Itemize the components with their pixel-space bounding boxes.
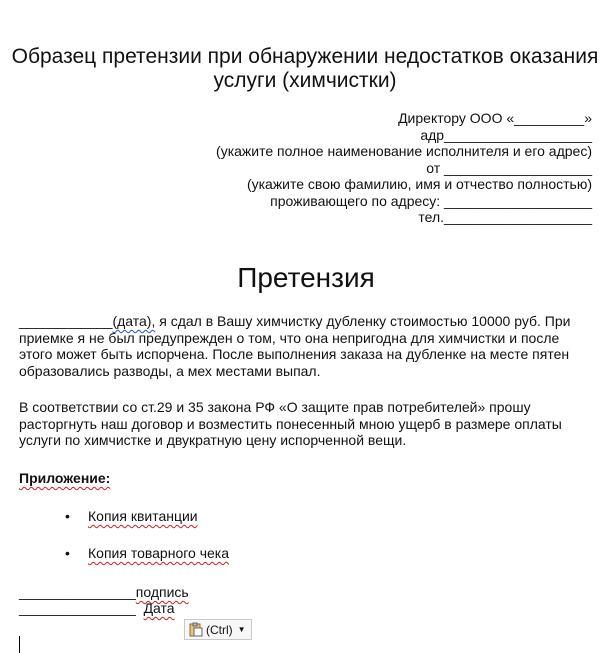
- signature-line: [19, 584, 189, 601]
- date-line-blank: _______________: [19, 600, 136, 616]
- header-line-phone: тел.___________________: [418, 209, 592, 225]
- header-line-from: от ___________________: [426, 159, 592, 176]
- date-label: Дата: [143, 600, 175, 616]
- addressee-block: [216, 110, 592, 226]
- header-line-residence: проживающего по адресу: ___________________: [270, 192, 592, 209]
- bullet-icon: •: [65, 508, 70, 524]
- bullet-icon: •: [65, 545, 70, 561]
- paragraph-1-text: я сдал в Вашу химчистку дубленку стоимостью 10000 руб. При приемке я не был предупрежден о том, что она непригодна для химчистки и после этого может быть испорчена. После выполнения заказа на дубленке на месте пятен образовались разводы, а мех местами выпал.: [19, 313, 571, 379]
- claim-title: Претензия: [237, 262, 375, 293]
- appendix-item-label: Копия квитанции: [88, 508, 198, 524]
- claim-paragraph-1: [19, 313, 594, 379]
- clipboard-icon: [189, 622, 203, 637]
- header-line-director: Директору ООО «_________»: [398, 110, 592, 126]
- header-line-hint-executor: (укажите полное наименование исполнителя и его адрес): [216, 143, 592, 159]
- signature-label: подпись: [135, 584, 189, 600]
- chevron-down-icon: ▼: [237, 625, 246, 634]
- appendix-item-label: Копия товарного чека: [88, 545, 229, 561]
- paste-options-button[interactable]: [184, 619, 252, 640]
- text-cursor: [19, 636, 20, 653]
- appendix-item: [65, 545, 229, 562]
- paste-options-label: (Ctrl): [206, 622, 233, 637]
- date-placeholder: (дата),: [112, 313, 156, 329]
- document-title: Образец претензии при обнаружении недостатков оказания услуги (химчистки): [11, 45, 599, 92]
- header-line-hint-name: (укажите свою фамилию, имя и отчество полностью): [246, 176, 592, 192]
- date-line: [19, 600, 175, 617]
- appendix-heading: Приложение:: [19, 470, 111, 486]
- claim-paragraph-2: В соответствии со ст.29 и 35 закона РФ «О защите прав потребителей» прошу расторгнуть наш договор и возместить понесенный мною ущерб в размере оплаты услуги по химчистке и двукратную цену испорченной вещи.: [19, 399, 562, 448]
- date-blank: ____________: [19, 313, 113, 329]
- header-line-address: адр___________________: [420, 126, 592, 143]
- appendix-item: [65, 508, 198, 525]
- signature-blank: _______________: [19, 584, 136, 600]
